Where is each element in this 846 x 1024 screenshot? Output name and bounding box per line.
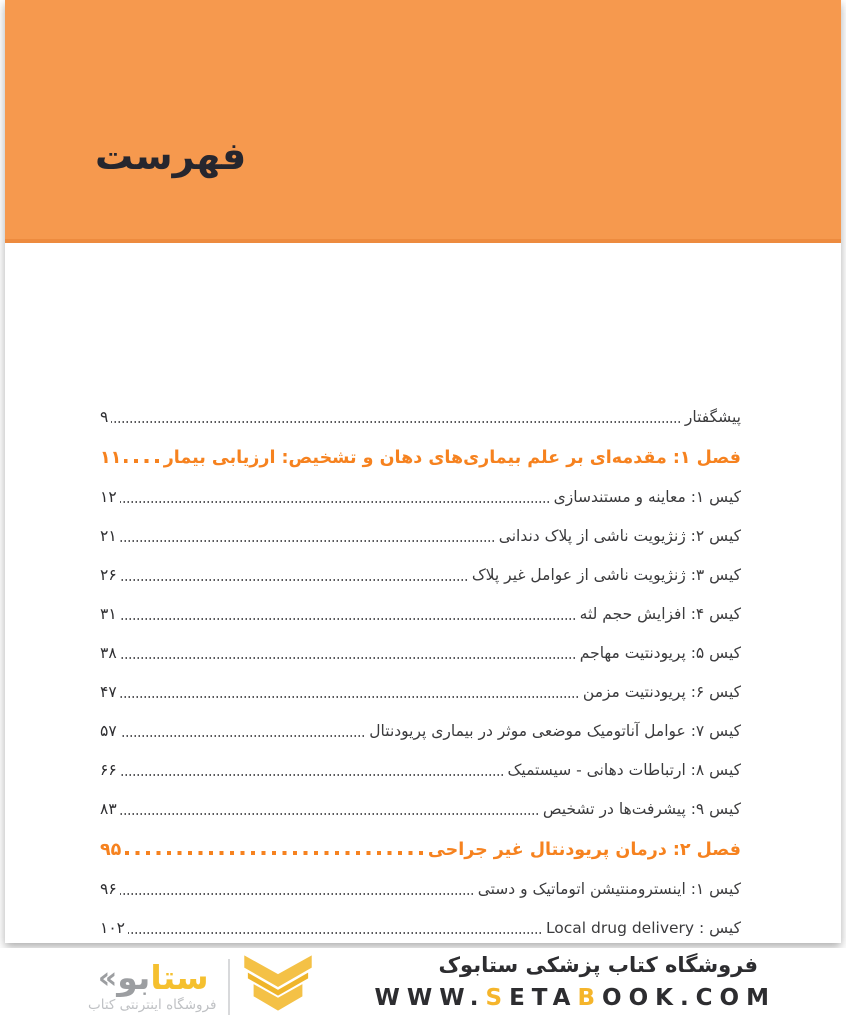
toc-item-row [100,796,741,820]
footer [0,948,846,1024]
toc-entry-label: کیس ۹: پیشرفت‌ها در تشخیص [542,800,741,818]
dotted-leader [120,893,473,895]
logo-divider [228,959,230,1015]
logo-guillemet: « [97,961,118,996]
dotted-leader [120,579,467,581]
dotted-leader [111,421,680,423]
dotted-leader [128,932,541,934]
toc-page-number: ۸۳ [100,800,117,818]
toc-entry-label: کیس ۳: ژنژیویت ناشی از عوامل غیر پلاک [471,566,741,584]
toc-item-row [100,915,741,939]
toc-item-row [100,523,741,547]
dotted-leader [120,696,578,698]
store-url[interactable] [375,984,777,1012]
toc-page-card [5,0,841,943]
toc-entry-label: کیس ۴: افزایش حجم لثه [579,605,741,623]
dotted-leader [120,657,575,659]
logo-wordmark [96,958,209,997]
store-url-segment: S [485,985,510,1011]
toc-entry-label: کیس : Local drug delivery [545,919,741,937]
toc-item-row [100,718,741,742]
page-title: فهرست [95,134,247,178]
toc-page-number: ۱۲ [100,488,117,506]
toc-page-number: ۹۵ [100,840,122,860]
store-url-segment: WWW. [374,985,486,1011]
toc-item-row [100,601,741,625]
toc-page-number: ۶۶ [100,761,117,779]
toc-item-row [100,679,741,703]
dotted-leader [124,851,423,855]
toc-page-number: ۲۶ [100,566,117,584]
toc-entry-label: کیس ۷: عوامل آناتومیک موضعی موثر در بیماری پریودنتال [369,722,741,740]
toc-entry-label: فصل ۱: مقدمه‌ای بر علم بیماری‌های دهان و تشخیص: ارزیابی بیمار [163,448,741,468]
toc-entry-label: کیس ۲: ژنژیویت ناشی از پلاک دندانی [498,527,741,545]
store-info [375,952,777,1012]
toc-entry-label: کیس ۱: معاینه و مستندسازی [553,488,741,506]
toc-entry-label: کیس ۵: پریودنتیت مهاجم [579,644,741,662]
toc-chapter-row [100,835,741,861]
toc-entry-label: کیس ۶: پریودنتیت مزمن [582,683,741,701]
toc-entry-label: کیس ۸: ارتباطات دهانی - سیستمیک [507,761,741,779]
store-url-segment: B [577,985,603,1011]
toc-page-number: ۴۷ [100,683,117,701]
logo-wordmark-gold: ستا [150,958,209,997]
toc-page-number: ۳۸ [100,644,117,662]
toc-chapter-row [100,443,741,469]
toc-entry-label: پیشگفتار [684,408,741,426]
toc-item-row [100,404,741,428]
dotted-leader [120,618,575,620]
header-band [5,0,841,243]
setabook-logo [88,954,314,1020]
logo-wordmark-block [88,958,217,1013]
dotted-leader [120,813,538,815]
toc-page-number: ۳۱ [100,605,117,623]
store-name: فروشگاه کتاب پزشکی ستابوک [438,953,758,977]
dotted-leader [120,774,503,776]
toc-page-number: ۱۱ [100,448,122,468]
toc-page-number: ۹۶ [100,880,117,898]
toc-item-row [100,484,741,508]
double-chevron-logo-icon [242,954,314,1020]
toc-page-number: ۲۱ [100,527,117,545]
toc-page-number: ۹ [100,408,109,426]
toc-item-row [100,876,741,900]
dotted-leader [124,459,158,463]
store-url-segment: OOK.COM [602,985,776,1011]
dotted-leader [120,540,494,542]
logo-wordmark-gray: بو [117,958,151,997]
toc-item-row [100,757,741,781]
dotted-leader [120,735,365,737]
toc-page-number: ۱۰۲ [100,919,125,937]
toc-entry-label: فصل ۲: درمان پریودنتال غیر جراحی [427,840,741,860]
dotted-leader [120,501,549,503]
toc-item-row [100,562,741,586]
toc-item-row [100,640,741,664]
store-url-segment: ETA [509,985,578,1011]
toc-page-number: ۵۷ [100,722,117,740]
logo-tagline: فروشگاه اینترنتی کتاب [88,997,217,1013]
toc-entry-label: کیس ۱: اینسترومنتیشن اتوماتیک و دستی [477,880,741,898]
table-of-contents [100,404,741,939]
